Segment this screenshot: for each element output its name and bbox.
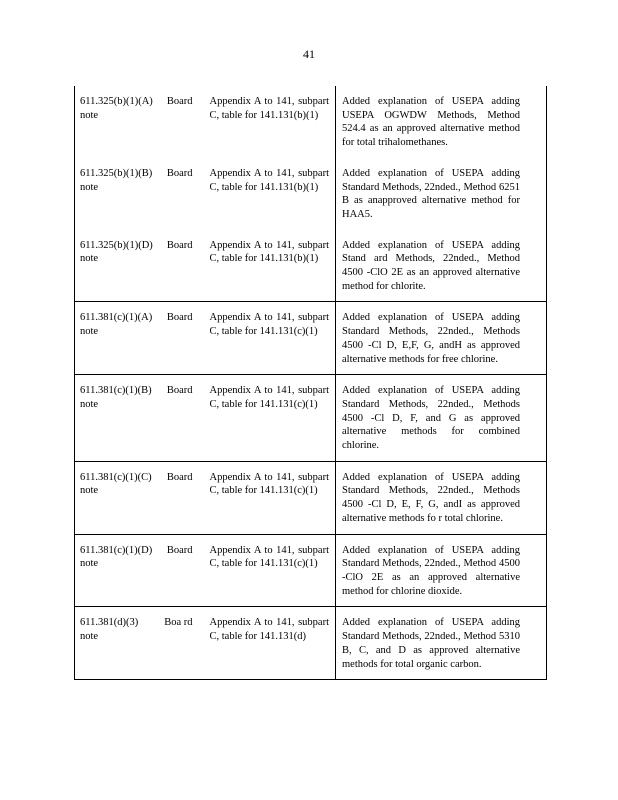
explanation-cell: Added explanation of USEPA adding Standard Methods, 22nded., Method 4500 -ClO 2E as an approved alternative method for chlorine dioxide. [336,534,547,607]
table-row [75,461,547,534]
section-id: 611.381(c)(1)(B) [80,385,152,397]
section-id: 611.381(d)(3) [80,617,139,629]
section-cell [75,86,205,158]
section-label-cont: note [80,631,99,643]
explanation-cell: Added explanation of USEPA adding Standard Methods, 22nded., Methods 4500 -Cl D, E,F, G, andH as approved alternative methods for free chlorine. [336,302,547,375]
table-row [75,158,547,230]
explanation-cell: Added explanation of USEPA adding Standard Methods, 22nded., Method 6251 B as anapproved alternative method for HAA5. [336,158,547,230]
section-label: Board [166,312,193,324]
section-cell [75,158,205,230]
section-cell [75,607,205,680]
amendments-table [74,86,547,680]
table-row [75,230,547,302]
amendments-table-body [75,86,547,680]
section-cell [75,461,205,534]
source-cell: Appendix A to 141, subpart C, table for 141.131(b)(1) [209,96,329,121]
section-id: 611.325(b)(1)(D) [80,239,153,251]
table-row [75,607,547,680]
section-label-cont: note [80,558,99,570]
explanation-cell: Added explanation of USEPA adding Standard Methods, 22nded., Methods 4500 -Cl D, E, F, G, andI as approved alternative methods fo r total chlorine. [336,461,547,534]
explanation-cell: Added explanation of USEPA adding Stand ard Methods, 22nded., Method 4500 -ClO 2E as an approved alternative method for chlorite. [336,230,547,302]
section-label-cont: note [80,253,99,265]
explanation-cell: Added explanation of USEPA adding Standard Methods, 22nded., Method 5310 B, C, and D as approved alternative methods for total organic carbon. [336,607,547,680]
table-row [75,86,547,158]
section-cell [75,375,205,462]
section-cell [75,230,205,302]
section-id: 611.381(c)(1)(D) [80,544,153,556]
section-label: Board [166,96,193,107]
explanation-cell: Added explanation of USEPA adding Standard Methods, 22nded., Methods 4500 -Cl D, F, and G as approved alternative methods for combined chlorine. [336,375,547,462]
section-label-cont: note [80,109,99,121]
section-label-cont: note [80,485,99,497]
table-row [75,534,547,607]
section-label: Board [166,239,193,251]
section-label: Boa rd [164,617,193,629]
source-cell: Appendix A to 141, subpart C, table for 141.131(b)(1) [209,239,329,265]
source-cell: Appendix A to 141, subpart C, table for 141.131(c)(1) [209,471,329,497]
section-cell [75,302,205,375]
section-label: Board [166,471,193,483]
source-cell: Appendix A to 141, subpart C, table for 141.131(d) [209,617,329,643]
section-label-cont: note [80,181,99,193]
section-id: 611.381(c)(1)(A) [80,312,153,324]
table-row [75,375,547,462]
explanation-cell: Added explanation of USEPA adding USEPA OGWDW Methods, Method 524.4 as an approved alternative method for total trihalomethanes. [336,86,547,158]
table-row [75,302,547,375]
section-id: 611.325(b)(1)(B) [80,167,153,179]
section-id: 611.325(b)(1)(A) [80,96,153,107]
section-label-cont: note [80,326,99,338]
source-cell: Appendix A to 141, subpart C, table for 141.131(b)(1) [209,167,329,193]
section-cell [75,534,205,607]
source-cell: Appendix A to 141, subpart C, table for 141.131(c)(1) [209,312,329,338]
source-cell: Appendix A to 141, subpart C, table for 141.131(c)(1) [209,385,329,410]
section-label: Board [166,544,193,556]
section-label-cont: note [80,398,99,410]
section-id: 611.381(c)(1)(C) [80,471,152,483]
source-cell: Appendix A to 141, subpart C, table for 141.131(c)(1) [209,544,329,570]
page-number: 41 [303,47,315,61]
section-label: Board [166,167,193,179]
section-label: Board [166,385,193,397]
